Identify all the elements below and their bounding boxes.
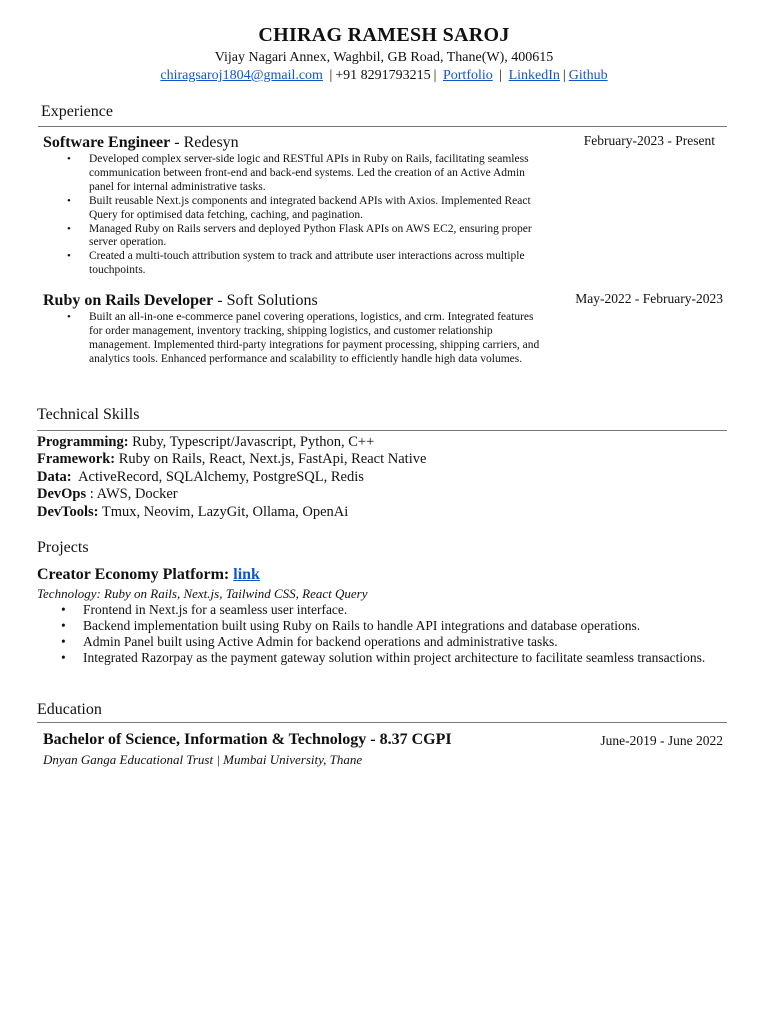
linkedin-link[interactable]: LinkedIn [508, 68, 560, 83]
separator: | [562, 68, 566, 83]
list-item: • Backend implementation built using Ruby on Rails to handle API integrations and database operations. [37, 618, 717, 634]
skills-value: ActiveRecord, SQLAlchemy, PostgreSQL, Redis [71, 468, 364, 485]
github-link[interactable]: Github [568, 68, 608, 83]
skills-heading: Technical Skills [37, 406, 140, 423]
projects-heading: Projects [37, 539, 89, 556]
skills-label: Framework: [37, 451, 116, 468]
separator: | [499, 68, 503, 83]
phone: +91 8291793215 [335, 68, 431, 83]
job-role: Software Engineer [43, 134, 171, 151]
section-divider [37, 722, 727, 723]
education-heading: Education [37, 701, 102, 718]
email-link[interactable]: chiragsaroj1804@gmail.com [160, 68, 323, 83]
skills-label: Data: [37, 468, 72, 485]
list-item: • Built reusable Next.js components and integrated backend APIs with Axios. Implemented React Query for optimised data fetching, caching, and pagination. [43, 195, 548, 223]
list-item: • Integrated Razorpay as the payment gateway solution within project architecture to facilitate seamless transactions. [37, 650, 717, 666]
address: Vijay Nagari Annex, Waghbil, GB Road, Thane(W), 400615 [214, 50, 554, 65]
job-company: Soft Solutions [226, 292, 318, 309]
project-technology: Technology: Ruby on Rails, Next.js, Tailwind CSS, React Query [37, 586, 368, 601]
skills-label: Programming: [37, 434, 129, 450]
list-item: • Built an all-in-one e-commerce panel covering operations, logistics, and crm. Integrated features for order management, inventory tracking, shipping logistics, and customer relationship management. Implemented third-party integrations for payment processing, shipping carriers, and analytics tools. Enhanced performance and scalability to efficiently handle high data volumes. [43, 311, 548, 367]
skills-value: Ruby, Typescript/Javascript, Python, C++ [128, 434, 375, 450]
job-company: Redesyn [183, 134, 239, 151]
skills-row [37, 486, 727, 503]
project-name: Creator Economy Platform: [37, 566, 230, 583]
project-title [37, 566, 260, 584]
project-bullets [37, 602, 717, 666]
skills-value: Ruby on Rails, React, Next.js, FastApi, React Native [115, 451, 427, 468]
job-bullets [43, 153, 548, 278]
institution: Dnyan Ganga Educational Trust | Mumbai University, Thane [43, 752, 363, 767]
degree-title: Bachelor of Science, Information & Technology - 8.37 CGPI [43, 731, 452, 748]
separator: | [433, 68, 437, 83]
skills-value: Tmux, Neovim, LazyGit, Ollama, OpenAi [98, 503, 349, 520]
skills-row [37, 469, 727, 486]
section-divider [38, 126, 727, 127]
list-item: • Admin Panel built using Active Admin for backend operations and administrative tasks. [37, 634, 717, 650]
portfolio-link[interactable]: Portfolio [442, 68, 493, 83]
education-dates: June-2019 - June 2022 [600, 733, 723, 748]
project-link[interactable]: link [233, 566, 260, 583]
skills-row [37, 504, 727, 521]
list-item: • Managed Ruby on Rails servers and deployed Python Flask APIs on AWS EC2, ensuring proper server operation. [43, 223, 548, 251]
skills-label: DevTools: [37, 503, 99, 520]
skills-value: : AWS, Docker [86, 486, 178, 503]
list-item: • Developed complex server-side logic and RESTful APIs in Ruby on Rails, facilitating seamless communication between front-end and back-end systems. Led the creation of an Active Admin panel for internal administrative tasks. [43, 153, 548, 195]
section-divider [37, 430, 727, 431]
separator: | [329, 68, 333, 83]
job-bullets [43, 311, 548, 367]
job-title: Ruby on Rails Developer - Soft Solutions [43, 292, 318, 309]
experience-heading: Experience [41, 103, 113, 120]
resume-name: CHIRAG RAMESH SAROJ [258, 24, 510, 46]
job-role: Ruby on Rails Developer [43, 292, 214, 309]
job-dates: May-2022 - February-2023 [575, 291, 723, 306]
list-item: • Frontend in Next.js for a seamless user interface. [37, 602, 717, 618]
job-dates: February-2023 - Present [583, 133, 715, 148]
contact-line [0, 68, 768, 84]
skills-row [37, 434, 727, 451]
skills-label: DevOps [37, 486, 87, 503]
job-title: Software Engineer - Redesyn [43, 134, 239, 151]
skills-row [37, 451, 727, 468]
list-item: • Created a multi-touch attribution system to track and attribute user interactions across multiple touchpoints. [43, 250, 548, 278]
skills-list [37, 434, 727, 521]
